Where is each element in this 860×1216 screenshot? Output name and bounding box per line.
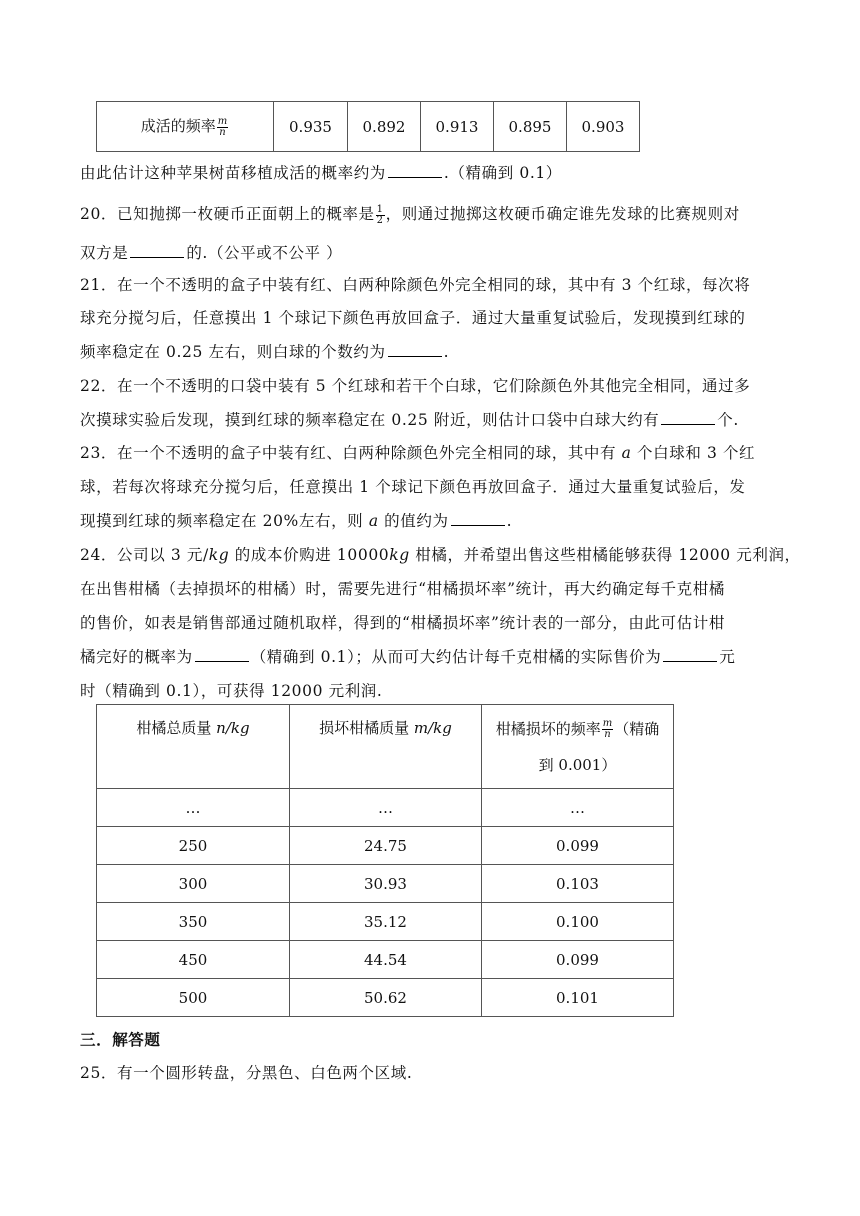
text: 的值约为 [378, 512, 449, 530]
q21-line-2: 球充分搅匀后，任意摸出 1 个球记下颜色再放回盒子．通过大量重复试验后，发现摸到红球的 [80, 309, 746, 327]
table-row [97, 941, 674, 979]
fraction [217, 117, 228, 138]
q24-line-4 [80, 645, 735, 667]
text: 频率稳定在 0.25 左右，则白球的个数约为 [80, 343, 386, 361]
text: ，则通过抛掷这枚硬币确定谁先发球的比赛规则对 [385, 205, 740, 223]
q20-line-2 [80, 241, 342, 263]
table-row [97, 102, 640, 152]
fraction-numerator: m [602, 718, 613, 729]
table-row [97, 827, 674, 865]
table-cell: 450 [97, 941, 290, 979]
orange-damage-table [96, 704, 674, 1017]
table-cell: 0.892 [348, 102, 421, 152]
q19-conclusion [80, 161, 562, 183]
answer-blank [451, 511, 505, 526]
answer-blank [195, 647, 249, 662]
q21-line-1: 21．在一个不透明的盒子中装有红、白两种除颜色外完全相同的球，其中有 3 个红球，每次将 [80, 276, 751, 294]
table-cell: … [97, 789, 290, 827]
text: 柑橘，并希望出售这些柑橘能够获得 12000 元利润， [409, 546, 801, 564]
table-row [97, 865, 674, 903]
q25-line-1: 25．有一个圆形转盘，分黑色、白色两个区域. [80, 1064, 413, 1082]
text: （精确 [614, 719, 660, 738]
variable-m: m [413, 719, 429, 737]
q24-line-5: 时（精确到 0.1），可获得 12000 元利润. [80, 682, 383, 700]
table-cell: 0.099 [482, 827, 674, 865]
table-cell: 0.913 [421, 102, 494, 152]
table-cell: 350 [97, 903, 290, 941]
fraction-numerator: 1 [376, 203, 384, 215]
table-cell: 0.100 [482, 903, 674, 941]
table-header-cell [97, 102, 274, 152]
text: 现摸到红球的频率稳定在 20%左右，则 [80, 512, 369, 530]
table-cell: 500 [97, 979, 290, 1017]
section-heading: 三．解答题 [80, 1030, 161, 1049]
variable-a: a [368, 512, 379, 530]
q23-line-1 [80, 441, 755, 463]
row-label: 成活的频率 [140, 117, 216, 136]
header-damaged-mass [290, 705, 482, 789]
text: 次摸球实验后发现，摸到红球的频率稳定在 0.25 附近，则估计口袋中白球大约有 [80, 411, 660, 429]
unit: /kg [225, 719, 250, 737]
fraction-one-half [376, 205, 385, 226]
table-cell: 44.54 [290, 941, 482, 979]
survival-rate-table [96, 101, 640, 152]
text: 由此估计这种苹果树苗移植成活的概率约为 [80, 164, 386, 182]
q23-line-3 [80, 509, 512, 531]
table-cell: … [482, 789, 674, 827]
table-header-row [97, 705, 674, 789]
text: 个. [717, 411, 739, 429]
fraction-numerator: m [217, 115, 228, 127]
table-cell: 0.903 [567, 102, 640, 152]
text: . [443, 343, 450, 361]
table-cell: 0.895 [494, 102, 567, 152]
answer-blank [130, 243, 184, 258]
text: 橘完好的概率为 [80, 648, 193, 666]
table-row [97, 903, 674, 941]
q21-line-3 [80, 340, 449, 362]
q20-line-1 [80, 202, 740, 226]
q24-line-1 [80, 543, 801, 565]
q22-line-2 [80, 408, 739, 430]
answer-blank [388, 163, 442, 178]
text: 柑橘总质量 [136, 719, 217, 737]
table-cell: 0.935 [274, 102, 348, 152]
text: 元 [719, 648, 736, 666]
text: 20．已知抛掷一枚硬币正面朝上的概率是 [80, 205, 375, 223]
table-cell: 30.93 [290, 865, 482, 903]
header-damage-rate [482, 705, 674, 789]
table-row [97, 789, 674, 827]
variable-a: a [621, 444, 632, 462]
text: .（精确到 0.1） [443, 164, 562, 182]
text: 柑橘损坏的频率 [495, 719, 601, 738]
q24-line-3: 的售价，如表是销售部通过随机取样，得到的“柑橘损坏率”统计表的一部分，由此可估计柑 [80, 614, 725, 632]
unit: /kg [428, 719, 452, 737]
answer-blank [663, 647, 717, 662]
table-cell: 24.75 [290, 827, 482, 865]
table-cell: … [290, 789, 482, 827]
answer-blank [388, 342, 442, 357]
q23-line-2: 球，若每次将球充分搅匀后，任意摸出 1 个球记下颜色再放回盒子．通过大量重复试验后，发 [80, 478, 746, 496]
answer-blank [661, 410, 715, 425]
table-cell: 0.101 [482, 979, 674, 1017]
header-total-mass [97, 705, 290, 789]
text: 的.（公平或不公平 ） [186, 244, 343, 262]
q24-line-2: 在出售柑橘（去掉损坏的柑橘）时，需要先进行“柑橘损坏率”统计，再大约确定每千克柑橘 [80, 580, 725, 598]
text: 到 0.001） [538, 755, 617, 774]
text: 23．在一个不透明的盒子中装有红、白两种除颜色外完全相同的球，其中有 [80, 444, 622, 462]
text: 个白球和 3 个红 [631, 444, 756, 462]
text: 的成本价购进 10000 [229, 546, 390, 564]
unit-kg: kg [389, 546, 410, 564]
table-cell: 300 [97, 865, 290, 903]
fraction [602, 719, 613, 740]
table-cell: 0.099 [482, 941, 674, 979]
unit-kg: kg [208, 546, 230, 564]
text: 24．公司以 3 元/ [80, 546, 209, 564]
fraction-denominator: 2 [376, 214, 384, 226]
fraction-denominator: n [604, 729, 611, 740]
text: （精确到 0.1）；从而可大约估计每千克柑橘的实际售价为 [250, 648, 662, 666]
text: . [506, 512, 513, 530]
table-cell: 50.62 [290, 979, 482, 1017]
fraction-denominator: n [219, 126, 226, 138]
text: 双方是 [80, 244, 129, 262]
table-cell: 250 [97, 827, 290, 865]
table-cell: 35.12 [290, 903, 482, 941]
text: 损坏柑橘质量 [319, 719, 414, 737]
table-cell: 0.103 [482, 865, 674, 903]
table-row [97, 979, 674, 1017]
q22-line-1: 22．在一个不透明的口袋中装有 5 个红球和若干个白球，它们除颜色外其他完全相同，通过多 [80, 377, 751, 395]
variable-n: n [216, 719, 226, 737]
